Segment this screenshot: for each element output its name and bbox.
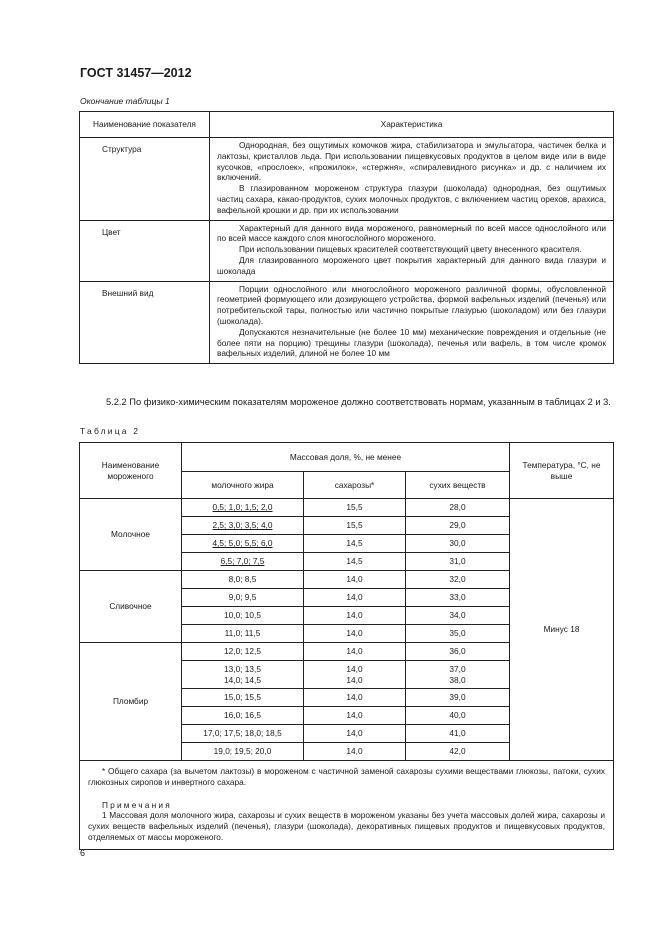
product-name: Пломбир	[80, 643, 182, 761]
dry-solids-value: 41,0	[406, 725, 510, 743]
description-paragraph: При использовании пищевых красителей соответствующий цвету внесенного красителя.	[239, 244, 582, 255]
description-paragraph: В глазированном мороженом структура глазури (шоколада) однородная, без ощутимых частиц сахара, какао-продуктов, сухих молочных продуктов, с включением частиц орехов, арахиса, вафельной крошки и др. при их использовании	[217, 183, 606, 215]
milk-fat-value: 10,0; 10,5	[182, 607, 304, 625]
table-row	[80, 281, 614, 364]
table-1	[79, 111, 614, 364]
indicator-name: Цвет	[80, 220, 210, 281]
note-1-text: 1 Массовая доля молочного жира, сахарозы и сухих веществ в мороженом указаны без учета массовых долей жира, сахарозы и сухих веществ вафельных изделий (печенья), глазури (шоколада), декоративных пищевых продуктов и пищевкусовых продуктов, отделяемых от массы мороженого.	[88, 810, 605, 842]
milk-fat-value	[182, 517, 304, 535]
table-footnote-row	[80, 761, 614, 850]
column-header-milk-fat: молочного жира	[182, 472, 304, 499]
sucrose-value: 14,0	[304, 725, 406, 743]
dry-solids-value: 39,0	[406, 689, 510, 707]
dry-solids-value: 42,0	[406, 743, 510, 761]
table-2-caption: Таблица 2	[80, 426, 141, 436]
dry-solids-line: 37,0	[449, 663, 466, 674]
indicator-description	[210, 281, 614, 364]
sucrose-value: 14,0	[304, 707, 406, 725]
sucrose-value: 14,0	[304, 625, 406, 643]
indicator-description	[210, 138, 614, 221]
table-2-header-row	[80, 443, 614, 472]
sucrose-value: 14,0	[304, 643, 406, 661]
description-paragraph: Порции однослойного или многослойного мороженого различной формы, обусловленной геометрией формующего или дозирующего устройства, формой вафельных изделий (печенья) или потребительской тары, полностью или частично покрытые глазурью (шоколадом) или без глазури (шоколада).	[217, 283, 606, 326]
column-header-name: Наименование мороженого	[80, 443, 182, 499]
sucrose-line: 14,0	[346, 663, 363, 674]
milk-fat-value	[182, 661, 304, 689]
table-continuation-caption: Окончание таблицы 1	[80, 96, 170, 106]
milk-fat-text: 4,5; 5,0; 5,5; 6,0	[212, 538, 273, 549]
indicator-description	[210, 220, 614, 281]
indicator-name: Структура	[80, 138, 210, 221]
milk-fat-value	[182, 499, 304, 517]
description-paragraph: Допускаются незначительные (не более 10 мм) механические повреждения и отдельные (не более пяти на порцию) трещины глазури (шоколада), печенья или вафель, в том числе кромок вафельных изделий, длиной не более 10 мм	[217, 326, 606, 359]
sucrose-value: 15,5	[304, 499, 406, 517]
dry-solids-line: 38,0	[449, 674, 466, 685]
temperature-value: Минус 18	[510, 499, 614, 761]
sucrose-line: 14,0	[346, 674, 363, 685]
document-header: ГОСТ 31457—2012	[80, 66, 192, 80]
section-paragraph: 5.2.2 По физико-химическим показателям мороженое должно соответствовать нормам, указанным в таблицах 2 и 3.	[106, 397, 611, 407]
milk-fat-value: 12,0; 12,5	[182, 643, 304, 661]
sucrose-value	[304, 661, 406, 689]
milk-fat-text: 0,5; 1,0; 1,5; 2,0	[212, 502, 273, 513]
milk-fat-value: 11,0; 11,5	[182, 625, 304, 643]
sucrose-value: 14,5	[304, 553, 406, 571]
description-paragraph: Характерный для данного вида мороженого, равномерный по всей массе однослойного или по всей массе каждого слоя многослойного мороженого.	[217, 222, 606, 244]
sucrose-value: 14,0	[304, 689, 406, 707]
dry-solids-value: 35,0	[406, 625, 510, 643]
column-header-temperature: Температура, °С, не выше	[510, 443, 614, 499]
milk-fat-value	[182, 553, 304, 571]
milk-fat-text: 2,5; 3,0; 3,5; 4,0	[212, 520, 273, 531]
milk-fat-value: 19,0; 19,5; 20,0	[182, 743, 304, 761]
sucrose-value: 14,0	[304, 607, 406, 625]
milk-fat-value: 16,0; 16,5	[182, 707, 304, 725]
product-name: Сливочное	[80, 571, 182, 643]
dry-solids-value: 29,0	[406, 517, 510, 535]
table-row	[80, 220, 614, 281]
column-header-sucrose: сахарозы*	[304, 472, 406, 499]
dry-solids-value	[406, 661, 510, 689]
sucrose-value: 14,5	[304, 535, 406, 553]
sucrose-value: 14,0	[304, 589, 406, 607]
sucrose-value: 15,5	[304, 517, 406, 535]
dry-solids-value: 28,0	[406, 499, 510, 517]
product-name: Молочное	[80, 499, 182, 571]
indicator-name: Внешний вид	[80, 281, 210, 364]
dry-solids-value: 33,0	[406, 589, 510, 607]
column-header-indicator: Наименование показателя	[80, 112, 210, 138]
table-footnote-cell	[80, 761, 614, 850]
description-paragraph: Однородная, без ощутимых комочков жира, стабилизатора и эмульгатора, частичек белка и лактозы, кристаллов льда. При использовании пищевкусовых продуктов в целом виде или в виде кусочков, «прослоек», «прожилок», «стержня», «спиралевидного рисунка» и др. с наличием их включений.	[217, 140, 606, 183]
column-header-dry-solids: сухих веществ	[406, 472, 510, 499]
description-paragraph: Для глазированного мороженого цвет покрытия характерный для данного вида глазури и шоколада	[217, 254, 606, 276]
dry-solids-value: 36,0	[406, 643, 510, 661]
milk-fat-text: 6,5; 7,0; 7,5	[220, 556, 265, 567]
milk-fat-line: 13,0; 13,5	[224, 663, 261, 674]
dry-solids-value: 30,0	[406, 535, 510, 553]
milk-fat-value	[182, 535, 304, 553]
milk-fat-value: 15,0; 15,5	[182, 689, 304, 707]
table-row	[80, 138, 614, 221]
dry-solids-value: 32,0	[406, 571, 510, 589]
column-header-mass-fraction: Массовая доля, %, не менее	[182, 443, 510, 472]
milk-fat-value: 17,0; 17,5; 18,0; 18,5	[182, 725, 304, 743]
milk-fat-value: 9,0; 9,5	[182, 589, 304, 607]
table-2	[79, 442, 614, 850]
page-number: 6	[80, 848, 86, 858]
dry-solids-value: 34,0	[406, 607, 510, 625]
table-1-header-row	[80, 112, 614, 138]
dry-solids-value: 40,0	[406, 707, 510, 725]
sucrose-value: 14,0	[304, 743, 406, 761]
dry-solids-value: 31,0	[406, 553, 510, 571]
sucrose-value: 14,0	[304, 571, 406, 589]
milk-fat-line: 14,0; 14,5	[224, 674, 261, 685]
column-header-characteristic: Характеристика	[210, 112, 614, 138]
footnote-text: * Общего сахара (за вычетом лактозы) в мороженом с частичной заменой сахарозы сухими веществами глюкозы, патоки, сухих глюкозных сиропов и инвертного сахара.	[88, 766, 605, 787]
notes-title: Примечания	[102, 799, 172, 810]
table-row	[80, 499, 614, 517]
milk-fat-value: 8,0; 8,5	[182, 571, 304, 589]
